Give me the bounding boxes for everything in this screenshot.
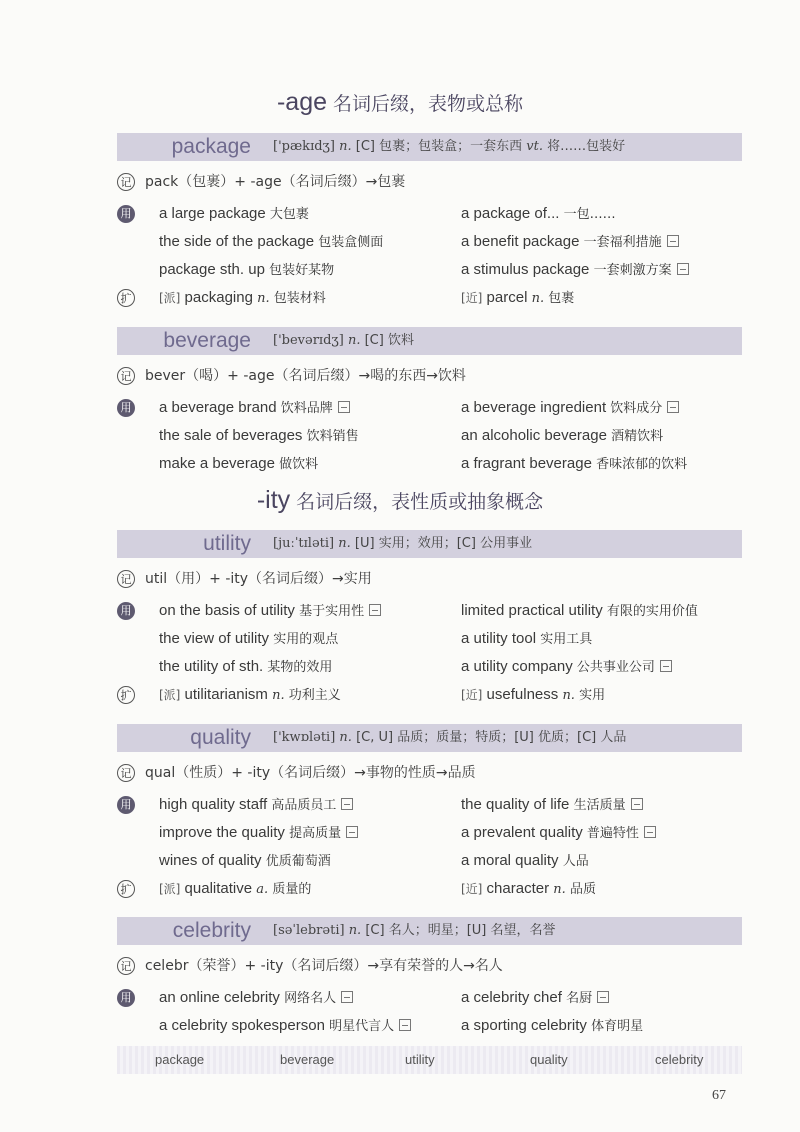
- footer-word: beverage: [280, 1052, 335, 1067]
- usage-english: a stimulus package: [461, 261, 590, 278]
- derivative-word: qualitative: [184, 880, 253, 897]
- usage-chinese: 生活质量: [573, 798, 626, 813]
- derivative-chinese: 功利主义: [288, 688, 341, 703]
- usage-phrase: [461, 655, 672, 680]
- usage-phrase: [159, 452, 318, 477]
- usage-badge-icon: 用: [117, 399, 135, 417]
- usage-badge-icon: 用: [117, 989, 135, 1007]
- usage-phrase: [159, 258, 334, 283]
- derivative: [159, 286, 326, 311]
- synonym-pos: n.: [553, 882, 566, 897]
- usage-phrase: [461, 821, 656, 846]
- headword-bar: [117, 530, 742, 558]
- usage-english: on the basis of utility: [159, 602, 295, 619]
- usage-english: an online celebrity: [159, 989, 280, 1006]
- synonym: [461, 683, 605, 708]
- usage-english: limited practical utility: [461, 602, 603, 619]
- headword-bar: [117, 917, 742, 945]
- usage-english: a fragrant beverage: [461, 455, 592, 472]
- usage-chinese: 基于实用性: [299, 604, 365, 619]
- usage-chinese: 实用工具: [540, 632, 593, 647]
- part-of-speech: n.: [348, 923, 362, 938]
- exam-mark-icon: [399, 1019, 411, 1031]
- section-title: [0, 88, 800, 117]
- usage-phrase: [461, 258, 689, 283]
- definition: [273, 724, 626, 752]
- usage-chinese: 香味浓郁的饮料: [596, 457, 688, 472]
- usage-phrase: [461, 452, 687, 477]
- exam-mark-icon: [644, 826, 656, 838]
- pronunciation: ['pækɪdʒ]: [273, 139, 335, 154]
- footer-word: package: [155, 1052, 205, 1067]
- derivative-tag: [派]: [159, 291, 181, 305]
- exam-mark-icon: [631, 798, 643, 810]
- derivative-pos: n.: [272, 688, 285, 703]
- usage-phrase: [461, 396, 679, 421]
- usage-phrase: [461, 849, 589, 874]
- usage-phrase: [159, 424, 359, 449]
- synonym-word: usefulness: [486, 686, 559, 703]
- headword-bar: [117, 133, 742, 161]
- part-of-speech: vt.: [526, 139, 543, 154]
- usage-english: improve the quality: [159, 824, 285, 841]
- headword: utility: [203, 532, 251, 555]
- memory-text: util（用）+ -ity（名词后缀）→实用: [145, 571, 372, 587]
- derivative-tag: [派]: [159, 688, 181, 702]
- memory-text: bever（喝）+ -age（名词后缀）→喝的东西→饮料: [145, 368, 466, 384]
- usage-badge-icon: 用: [117, 796, 135, 814]
- usage-phrase: [159, 599, 381, 624]
- usage-chinese: 名厨: [566, 991, 593, 1006]
- exam-mark-icon: [338, 401, 350, 413]
- extend-badge-icon: 扩: [117, 289, 135, 307]
- memory-badge-icon: 记: [117, 367, 135, 385]
- definition-text: [U] 实用；效用；[C] 公用事业: [354, 536, 533, 551]
- usage-english: a celebrity spokesperson: [159, 1017, 325, 1034]
- synonym-word: parcel: [486, 289, 528, 306]
- usage-phrase: [159, 396, 350, 421]
- exam-mark-icon: [677, 263, 689, 275]
- headword: beverage: [163, 329, 251, 352]
- usage-phrase: [461, 1014, 643, 1039]
- synonym-tag: [近]: [461, 688, 483, 702]
- section-suffix: -age: [276, 88, 328, 116]
- derivative-pos: a.: [256, 882, 269, 897]
- memory-badge-icon: 记: [117, 764, 135, 782]
- entry-celebrity: [117, 917, 742, 1034]
- usage-english: a prevalent quality: [461, 824, 583, 841]
- pronunciation: [juːˈtɪləti]: [273, 536, 335, 551]
- section-title: [0, 486, 800, 515]
- usage-chinese: 网络名人: [284, 991, 337, 1006]
- headword: celebrity: [172, 919, 251, 942]
- synonym-pos: n.: [562, 688, 575, 703]
- exam-mark-icon: [341, 798, 353, 810]
- synonym: [461, 286, 574, 311]
- page-number: 67: [712, 1088, 726, 1103]
- usage-english: high quality staff: [159, 796, 268, 813]
- usage-english: a package of...: [461, 205, 560, 222]
- footer-word-index: [117, 1046, 742, 1074]
- usage-phrase: [461, 202, 616, 227]
- headword-bar: [117, 724, 742, 752]
- usage-english: the view of utility: [159, 630, 270, 647]
- usage-chinese: 公共事业公司: [576, 660, 655, 675]
- synonym-chinese: 包裹: [548, 291, 575, 306]
- usage-english: a sporting celebrity: [461, 1017, 587, 1034]
- usage-phrase: [159, 655, 332, 680]
- definition-text: [C, U] 品质；质量；特质；[U] 优质；[C] 人品: [356, 730, 627, 745]
- exam-mark-icon: [660, 660, 672, 672]
- usage-phrase: [159, 1014, 411, 1039]
- part-of-speech: n.: [339, 139, 352, 154]
- usage-chinese: 一包……: [563, 207, 616, 222]
- usage-english: a benefit package: [461, 233, 580, 250]
- synonym-chinese: 实用: [579, 688, 606, 703]
- derivative: [159, 877, 311, 902]
- headword: package: [171, 135, 251, 158]
- exam-mark-icon: [667, 235, 679, 247]
- section-description: 名词后缀，表性质或抽象概念: [296, 491, 544, 513]
- usage-english: an alcoholic beverage: [461, 427, 607, 444]
- definition-text: [C] 饮料: [364, 333, 414, 348]
- exam-mark-icon: [667, 401, 679, 413]
- usage-chinese: 饮料品牌: [280, 401, 333, 416]
- exam-mark-icon: [341, 991, 353, 1003]
- derivative-tag: [派]: [159, 882, 181, 896]
- pronunciation: [səˈlebrəti]: [273, 923, 345, 938]
- usage-phrase: [159, 849, 331, 874]
- exam-mark-icon: [597, 991, 609, 1003]
- derivative-word: packaging: [184, 289, 253, 306]
- entry-beverage: [117, 327, 742, 472]
- usage-phrase: [461, 627, 592, 652]
- usage-phrase: [159, 230, 383, 255]
- usage-chinese: 包装好某物: [269, 263, 335, 278]
- usage-phrase: [159, 627, 338, 652]
- usage-chinese: 提高质量: [289, 826, 342, 841]
- derivative-chinese: 包装材料: [273, 291, 326, 306]
- headword: quality: [190, 726, 251, 749]
- entry-utility: [117, 530, 742, 703]
- entry-quality: [117, 724, 742, 897]
- usage-english: a large package: [159, 205, 266, 222]
- definition: [273, 133, 625, 161]
- usage-badge-icon: 用: [117, 602, 135, 620]
- usage-english: a utility company: [461, 658, 573, 675]
- usage-badge-icon: 用: [117, 205, 135, 223]
- section-suffix: -ity: [256, 486, 291, 514]
- usage-chinese: 做饮料: [279, 457, 319, 472]
- synonym: [461, 877, 596, 902]
- usage-phrase: [159, 986, 353, 1011]
- usage-phrase: [461, 793, 643, 818]
- usage-chinese: 包装盒侧面: [318, 235, 384, 250]
- synonym-word: character: [486, 880, 550, 897]
- usage-phrase: [159, 793, 353, 818]
- usage-english: the utility of sth.: [159, 658, 264, 675]
- usage-phrase: [461, 599, 698, 624]
- definition: [273, 530, 532, 558]
- derivative-pos: n.: [257, 291, 270, 306]
- usage-english: a utility tool: [461, 630, 537, 647]
- section-description: 名词后缀，表物或总称: [333, 93, 524, 115]
- usage-chinese: 一套刺激方案: [593, 263, 672, 278]
- usage-english: the sale of beverages: [159, 427, 303, 444]
- pronunciation: ['bevərɪdʒ]: [273, 333, 344, 348]
- usage-phrase: [159, 821, 358, 846]
- derivative-chinese: 质量的: [272, 882, 312, 897]
- usage-phrase: [461, 986, 609, 1011]
- definition-text: [C] 包裹；包装盒；一套东西: [355, 139, 523, 154]
- definition-text: 将……包装好: [547, 139, 626, 154]
- synonym-pos: n.: [531, 291, 545, 306]
- part-of-speech: n.: [338, 536, 351, 551]
- usage-phrase: [461, 230, 679, 255]
- exam-mark-icon: [369, 604, 381, 616]
- usage-english: package sth. up: [159, 261, 265, 278]
- usage-chinese: 饮料销售: [306, 429, 359, 444]
- definition-text: [C] 名人；明星；[U] 名望，名誉: [365, 923, 556, 938]
- memory-badge-icon: 记: [117, 570, 135, 588]
- usage-chinese: 饮料成分: [610, 401, 663, 416]
- usage-chinese: 人品: [562, 854, 589, 869]
- usage-english: the quality of life: [461, 796, 570, 813]
- extend-badge-icon: 扩: [117, 686, 135, 704]
- part-of-speech: n.: [339, 730, 352, 745]
- usage-english: a beverage ingredient: [461, 399, 607, 416]
- memory-text: celebr（荣誉）+ -ity（名词后缀）→享有荣誉的人→名人: [145, 958, 503, 974]
- synonym-chinese: 品质: [569, 882, 596, 897]
- exam-mark-icon: [346, 826, 358, 838]
- usage-chinese: 实用的观点: [273, 632, 339, 647]
- usage-chinese: 明星代言人: [329, 1019, 395, 1034]
- memory-text: pack（包裹）+ -age（名词后缀）→包裹: [145, 174, 406, 190]
- usage-chinese: 体育明星: [591, 1019, 644, 1034]
- usage-english: a moral quality: [461, 852, 559, 869]
- usage-english: a celebrity chef: [461, 989, 562, 1006]
- extend-badge-icon: 扩: [117, 880, 135, 898]
- usage-chinese: 普遍特性: [586, 826, 639, 841]
- usage-english: wines of quality: [159, 852, 262, 869]
- usage-phrase: [159, 202, 309, 227]
- synonym-tag: [近]: [461, 291, 483, 305]
- footer-word: quality: [530, 1052, 568, 1067]
- footer-word: utility: [405, 1052, 435, 1067]
- part-of-speech: n.: [347, 333, 361, 348]
- headword-bar: [117, 327, 742, 355]
- definition: [273, 327, 414, 355]
- usage-chinese: 大包裹: [269, 207, 309, 222]
- footer-word: celebrity: [655, 1052, 704, 1067]
- memory-text: qual（性质）+ -ity（名词后缀）→事物的性质→品质: [145, 765, 476, 781]
- entry-package: [117, 133, 742, 306]
- usage-chinese: 优质葡萄酒: [265, 854, 331, 869]
- pronunciation: ['kwɒləti]: [273, 730, 336, 745]
- usage-chinese: 高品质员工: [271, 798, 337, 813]
- usage-english: the side of the package: [159, 233, 315, 250]
- definition: [273, 917, 556, 945]
- memory-badge-icon: 记: [117, 957, 135, 975]
- usage-phrase: [461, 424, 663, 449]
- usage-chinese: 酒精饮料: [611, 429, 664, 444]
- synonym-tag: [近]: [461, 882, 483, 896]
- usage-chinese: 有限的实用价值: [606, 604, 698, 619]
- memory-badge-icon: 记: [117, 173, 135, 191]
- usage-chinese: 一套福利措施: [583, 235, 662, 250]
- usage-chinese: 某物的效用: [267, 660, 333, 675]
- usage-english: make a beverage: [159, 455, 275, 472]
- derivative-word: utilitarianism: [184, 686, 268, 703]
- usage-english: a beverage brand: [159, 399, 277, 416]
- derivative: [159, 683, 341, 708]
